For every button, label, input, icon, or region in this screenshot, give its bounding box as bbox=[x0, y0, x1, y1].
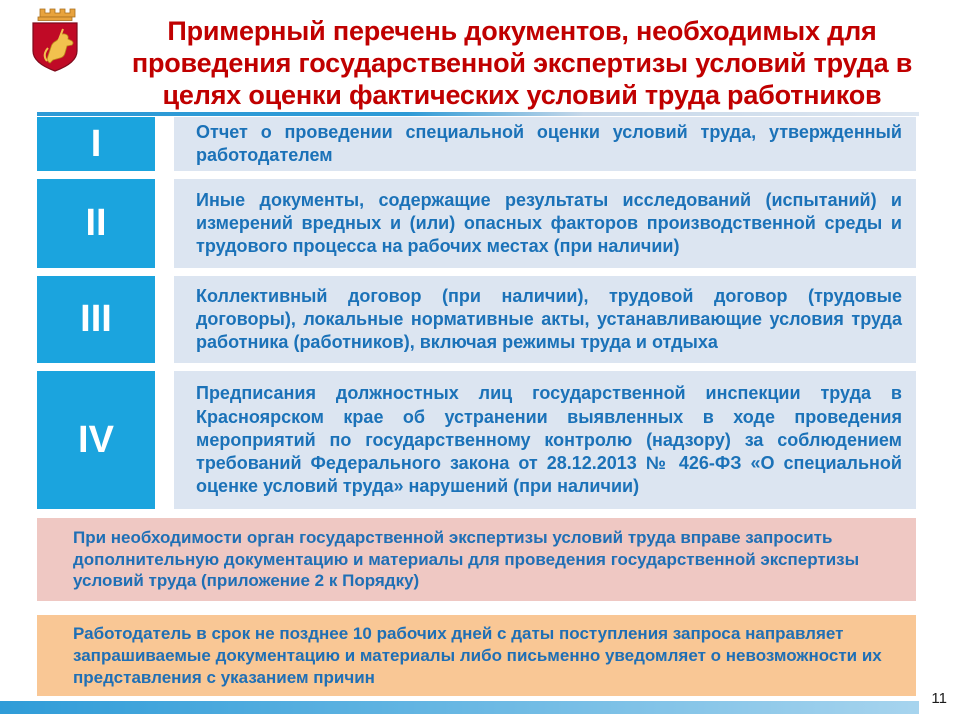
list-item-4 bbox=[37, 371, 916, 509]
list-item-1 bbox=[37, 117, 916, 171]
item-text-panel-3 bbox=[174, 276, 916, 363]
list-item-2 bbox=[37, 179, 916, 268]
slide-title: Примерный перечень документов, необходимых для проведения государственной экспертизы условий труда в целях оценки фактических условий труда работников bbox=[131, 16, 913, 110]
item-text-2: Иные документы, содержащие результаты исследований (испытаний) и измерений вредных и (или) опасных факторов производственной среды и трудового процесса на рабочих местах (при наличии) bbox=[196, 190, 902, 257]
note-box-employer-deadline bbox=[37, 615, 916, 696]
page-number: 11 bbox=[931, 690, 947, 707]
item-text-panel-4 bbox=[174, 371, 916, 509]
item-text-panel-2 bbox=[174, 179, 916, 268]
krasnoyarsk-coat-of-arms-icon bbox=[27, 7, 83, 73]
list-item-3 bbox=[37, 276, 916, 363]
footer-bar bbox=[0, 701, 919, 714]
numeral-badge-3: III bbox=[37, 276, 155, 363]
item-text-1: Отчет о проведении специальной оценки условий труда, утвержденный работодателем bbox=[196, 122, 902, 166]
numeral-badge-4: IV bbox=[37, 371, 155, 509]
item-text-3: Коллективный договор (при наличии), трудовой договор (трудовые договоры), локальные нормативные акты, устанавливающие условия труда работника (работников), включая режимы труда и отдыха bbox=[196, 286, 902, 353]
note-text-orange: Работодатель в срок не позднее 10 рабочих дней с даты поступления запроса направляет запрашиваемые документацию и материалы либо письменно уведомляет о невозможности их представления с указанием причин bbox=[73, 624, 882, 687]
numeral-badge-1: I bbox=[37, 117, 155, 171]
note-text-pink: При необходимости орган государственной экспертизы условий труда вправе запросить дополнительную документацию и материалы для проведения государственной экспертизы условий труда (приложение 2 к Порядку) bbox=[73, 527, 860, 591]
title-divider bbox=[37, 112, 919, 116]
numeral-badge-2: II bbox=[37, 179, 155, 268]
item-text-panel-1 bbox=[174, 117, 916, 171]
note-box-request-documents bbox=[37, 518, 916, 601]
item-text-4: Предписания должностных лиц государственной инспекции труда в Красноярском крае об устранении выявленных в ходе проведения мероприятий по государственному контролю (надзору) за соблюдением требований Федерального закона от 28.12.2013 № 426-ФЗ «О специальной оценке условий труда» нарушений (при наличии) bbox=[196, 383, 902, 496]
document-list bbox=[37, 117, 916, 517]
